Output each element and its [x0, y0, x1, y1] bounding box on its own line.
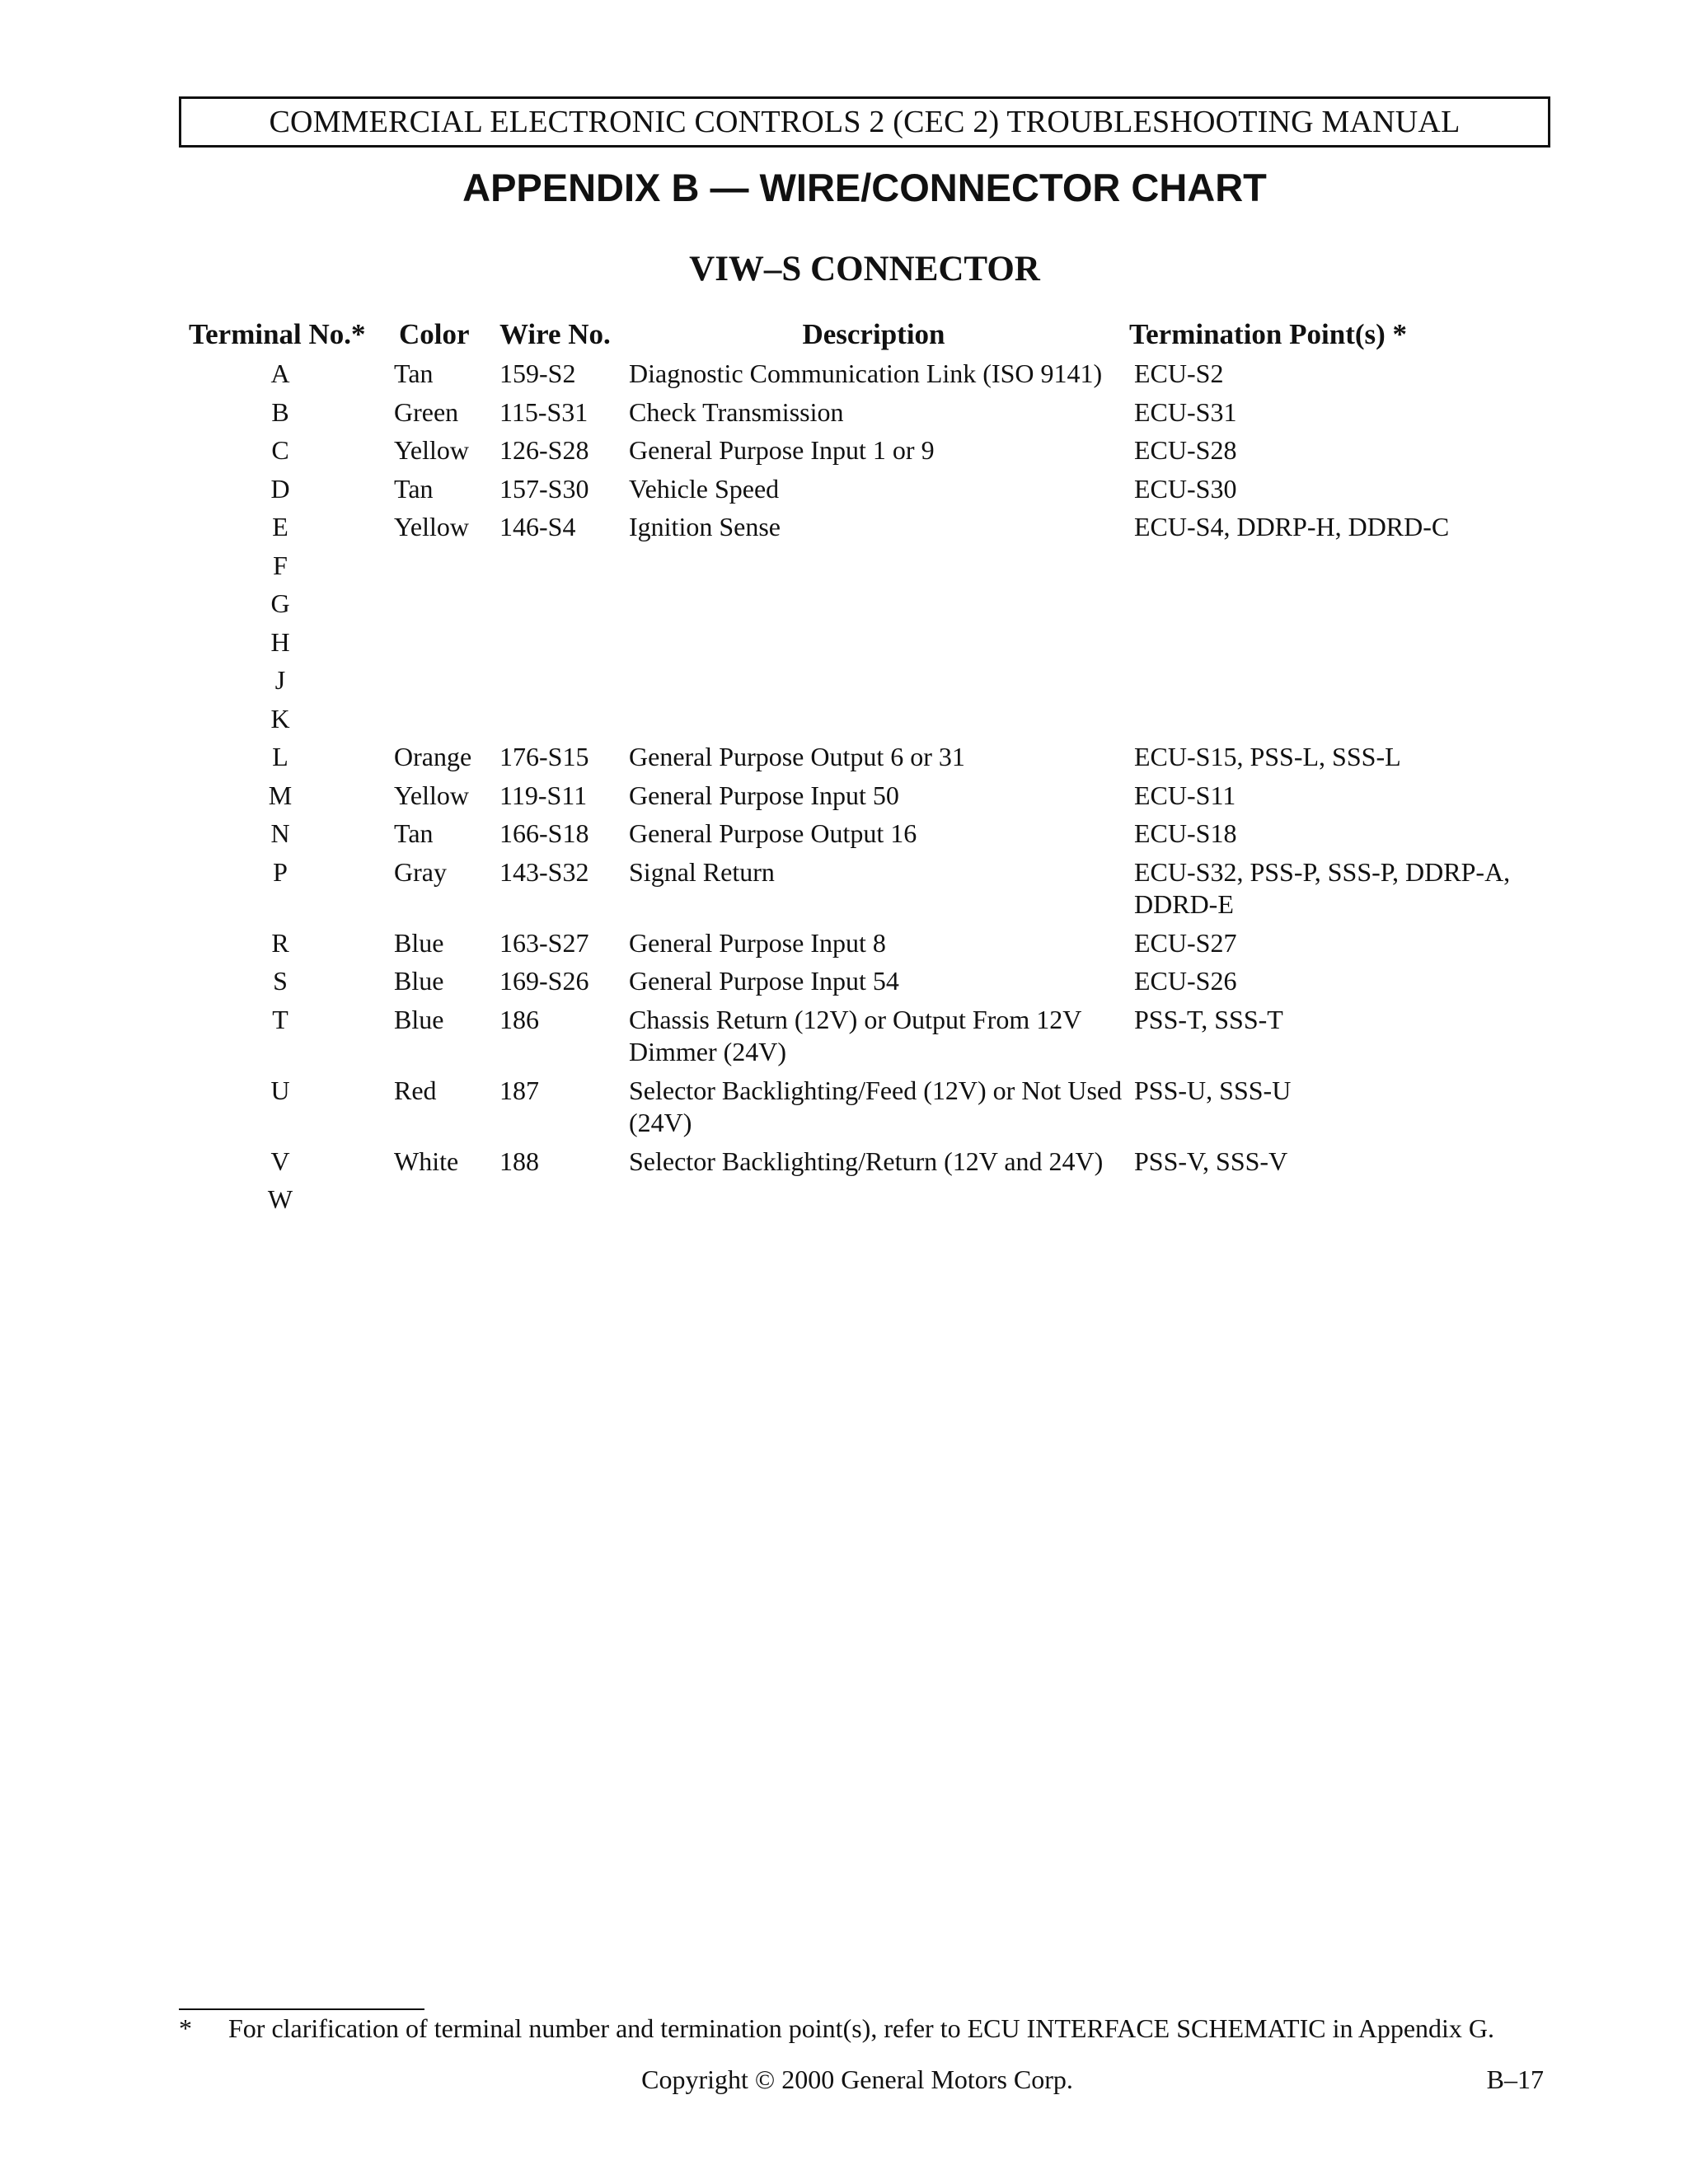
- column-header-description: Description: [802, 318, 945, 350]
- cell-description: Ignition Sense: [629, 512, 781, 541]
- cell-wire: 176-S15: [499, 742, 589, 771]
- table-row: [0, 511, 1688, 550]
- cell-terminal: F: [273, 550, 288, 580]
- table-row: [0, 965, 1688, 1004]
- cell-description: General Purpose Output 6 or 31: [629, 742, 965, 771]
- section-title: VIW–S CONNECTOR: [689, 250, 1040, 288]
- cell-terminal: H: [270, 626, 290, 657]
- cell-wire: 115-S31: [499, 396, 588, 427]
- cell-termination: ECU-S15, PSS-L, SSS-L: [1134, 742, 1401, 771]
- table-row: [0, 818, 1688, 856]
- cell-color: Gray: [394, 856, 447, 887]
- appendix-title: APPENDIX B — WIRE/CONNECTOR CHART: [462, 166, 1267, 209]
- column-header-terminal: Terminal No.*: [189, 318, 366, 350]
- cell-color: Yellow: [394, 435, 469, 465]
- cell-termination: ECU-S27: [1134, 927, 1237, 958]
- cell-terminal: R: [271, 927, 289, 958]
- footnote-text: For clarification of terminal number and termination point(s), refer to ECU INTERFACE SCHEMATIC in Appendix G.: [228, 2013, 1495, 2043]
- cell-description: Chassis Return (12V) or Output From 12V Dimmer (24V): [629, 1004, 1081, 1066]
- table-row: [0, 1075, 1688, 1146]
- cell-description: General Purpose Input 1 or 9: [629, 435, 935, 465]
- table-row: [0, 1004, 1688, 1075]
- manual-header-text: COMMERCIAL ELECTRONIC CONTROLS 2 (CEC 2) TROUBLESHOOTING MANUAL: [269, 105, 1461, 139]
- cell-terminal: G: [270, 588, 290, 618]
- cell-wire: 169-S26: [499, 966, 589, 996]
- cell-termination: ECU-S26: [1134, 966, 1237, 996]
- cell-description: Selector Backlighting/Feed (12V) or Not Used (24V): [629, 1075, 1123, 1137]
- cell-description: Check Transmission: [629, 396, 844, 427]
- cell-termination: ECU-S4, DDRP-H, DDRD-C: [1134, 512, 1450, 541]
- cell-description: Selector Backlighting/Return (12V and 24V): [629, 1146, 1104, 1176]
- column-header-termination: Termination Point(s) *: [1129, 318, 1408, 350]
- cell-wire: 146-S4: [499, 512, 576, 541]
- cell-terminal: V: [270, 1146, 290, 1176]
- cell-wire: 186: [499, 1004, 539, 1034]
- table-row: [0, 741, 1688, 780]
- cell-color: Orange: [394, 742, 472, 771]
- table-row: [0, 664, 1688, 703]
- cell-termination: ECU-S28: [1134, 435, 1237, 465]
- cell-terminal: A: [270, 359, 290, 388]
- cell-terminal: B: [271, 396, 289, 427]
- cell-termination: ECU-S2: [1134, 359, 1224, 388]
- cell-color: Yellow: [394, 512, 469, 541]
- cell-terminal: C: [271, 435, 289, 465]
- cell-terminal: D: [270, 473, 290, 504]
- cell-terminal: U: [270, 1075, 290, 1105]
- cell-wire: 126-S28: [499, 435, 589, 465]
- connector-table: [0, 358, 1688, 1222]
- table-row: [0, 473, 1688, 512]
- cell-wire: 143-S32: [499, 856, 589, 887]
- cell-terminal: J: [274, 665, 286, 695]
- cell-terminal: P: [273, 856, 288, 887]
- column-header-color: Color: [399, 318, 470, 350]
- cell-color: White: [394, 1146, 459, 1176]
- table-row: [0, 396, 1688, 435]
- manual-header: [179, 96, 1550, 148]
- cell-wire: 188: [499, 1146, 539, 1176]
- table-row: [0, 856, 1688, 927]
- cell-description: General Purpose Input 8: [629, 927, 886, 958]
- cell-wire: 166-S18: [499, 818, 589, 848]
- table-row: [0, 434, 1688, 473]
- cell-color: Tan: [394, 818, 434, 848]
- cell-terminal: W: [267, 1184, 293, 1214]
- cell-color: Tan: [394, 359, 434, 388]
- cell-terminal: M: [268, 780, 293, 810]
- cell-description: General Purpose Output 16: [629, 818, 917, 848]
- cell-color: Blue: [394, 927, 444, 958]
- cell-description: General Purpose Input 54: [629, 966, 899, 996]
- table-row: [0, 927, 1688, 966]
- cell-termination: ECU-S11: [1134, 780, 1236, 810]
- cell-description: Vehicle Speed: [629, 473, 780, 504]
- cell-termination: ECU-S31: [1134, 396, 1237, 427]
- cell-termination: PSS-U, SSS-U: [1134, 1075, 1292, 1105]
- cell-color: Red: [394, 1075, 437, 1105]
- cell-termination: ECU-S18: [1134, 818, 1237, 848]
- cell-terminal: L: [272, 742, 288, 771]
- footnote-divider: [179, 2008, 424, 2010]
- cell-description: Signal Return: [629, 856, 775, 887]
- cell-terminal: E: [272, 512, 288, 541]
- cell-color: Green: [394, 396, 459, 427]
- copyright: Copyright © 2000 General Motors Corp.: [641, 2064, 1073, 2094]
- cell-terminal: K: [270, 703, 290, 733]
- cell-termination: ECU-S32, PSS-P, SSS-P, DDRP-A, DDRD-E: [1134, 856, 1511, 919]
- cell-wire: 163-S27: [499, 927, 589, 958]
- cell-termination: ECU-S30: [1134, 473, 1237, 504]
- cell-terminal: N: [270, 818, 290, 848]
- table-row: [0, 703, 1688, 742]
- cell-description: Diagnostic Communication Link (ISO 9141): [629, 359, 1103, 388]
- cell-wire: 187: [499, 1075, 539, 1105]
- table-row: [0, 780, 1688, 818]
- cell-color: Blue: [394, 1004, 444, 1034]
- table-row: [0, 588, 1688, 626]
- table-row: [0, 550, 1688, 588]
- cell-termination: PSS-V, SSS-V: [1134, 1146, 1288, 1176]
- cell-color: Yellow: [394, 780, 469, 810]
- table-row: [0, 626, 1688, 665]
- cell-termination: PSS-T, SSS-T: [1134, 1004, 1283, 1034]
- cell-wire: 159-S2: [499, 359, 576, 388]
- table-row: [0, 358, 1688, 396]
- cell-wire: 119-S11: [499, 780, 588, 810]
- footnote-mark: *: [179, 2013, 192, 2043]
- cell-description: General Purpose Input 50: [629, 780, 899, 810]
- cell-color: Blue: [394, 966, 444, 996]
- cell-terminal: T: [272, 1004, 288, 1034]
- table-row: [0, 1146, 1688, 1184]
- column-header-wire: Wire No.: [499, 318, 611, 350]
- page-number: B–17: [1486, 2064, 1544, 2094]
- table-row: [0, 1183, 1688, 1222]
- cell-color: Tan: [394, 473, 434, 504]
- cell-wire: 157-S30: [499, 473, 589, 504]
- cell-terminal: S: [273, 966, 288, 996]
